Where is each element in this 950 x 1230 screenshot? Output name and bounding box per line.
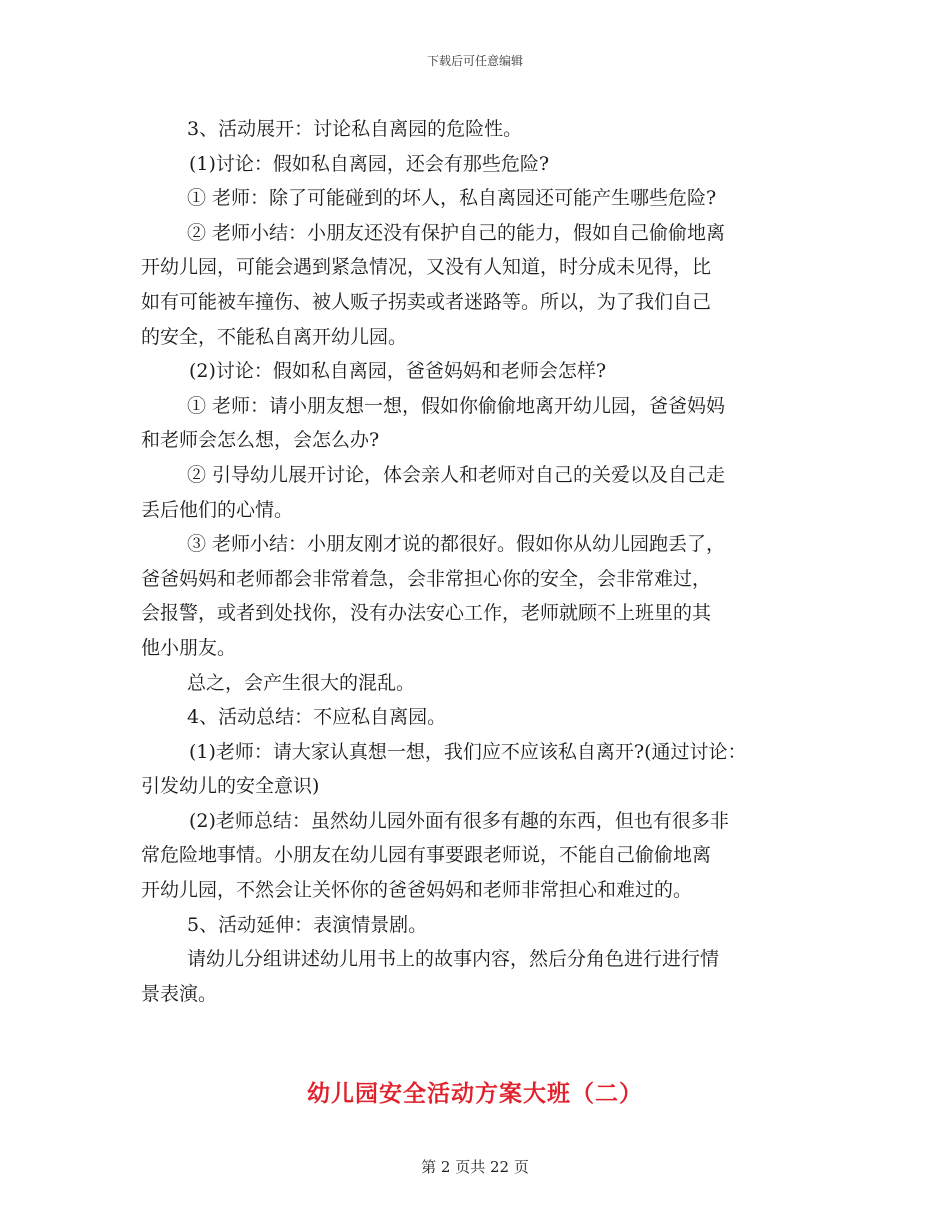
- section-title: 幼儿园安全活动方案大班（二）: [307, 1080, 643, 1107]
- paragraph-line: 的安全，不能私自离开幼儿园。: [141, 325, 408, 348]
- paragraph-line: ③ 老师小结：小朋友刚才说的都很好。假如你从幼儿园跑丢了，: [187, 533, 726, 556]
- paragraph-line: 开幼儿园，可能会遇到紧急情况，又没有人知道，时分成未见得，比: [141, 256, 712, 279]
- page-footer: 第 2 页共 22 页: [421, 1158, 529, 1176]
- section-heading-5: 5、活动延伸：表演情景剧。: [187, 913, 428, 936]
- page-header: 下载后可任意编辑: [426, 54, 523, 68]
- paragraph-line: 如有可能被车撞伤、被人贩子拐卖或者迷路等。所以，为了我们自己: [141, 290, 712, 313]
- paragraph-line: 总之，会产生很大的混乱。: [187, 671, 416, 694]
- paragraph-line: (1)老师：请大家认真想一想，我们应不应该私自离开?(通过讨论：: [189, 740, 747, 763]
- paragraph-line: 开幼儿园，不然会让关怀你的爸爸妈妈和老师非常担心和难过的。: [141, 879, 693, 902]
- paragraph-line: ② 引导幼儿展开讨论，体会亲人和老师对自己的关爱以及自己走: [187, 463, 726, 486]
- paragraph-line: 丢后他们的心情。: [141, 498, 294, 521]
- paragraph-line: 景表演。: [141, 982, 218, 1005]
- section-heading-4: 4、活动总结：不应私自离园。: [187, 706, 447, 729]
- paragraph-line: 引发幼儿的安全意识): [141, 775, 320, 798]
- section-heading-3: 3、活动展开：讨论私自离园的危险性。: [187, 118, 523, 140]
- paragraph-line: ① 老师：除了可能碰到的坏人，私自离园还可能产生哪些危险?: [187, 187, 717, 210]
- paragraph-line: 他小朋友。: [141, 636, 237, 659]
- paragraph-line: 和老师会怎么想，会怎么办?: [141, 429, 380, 452]
- paragraph-line: ② 老师小结：小朋友还没有保护自己的能力，假如自己偷偷地离: [187, 221, 726, 244]
- paragraph-line: (2)讨论：假如私自离园，爸爸妈妈和老师会怎样?: [189, 360, 607, 383]
- paragraph-line: (2)老师总结：虽然幼儿园外面有很多有趣的东西，但也有很多非: [189, 809, 729, 832]
- document-body: [141, 112, 811, 1011]
- paragraph-line: (1)讨论：假如私自离园，还会有那些危险?: [189, 152, 550, 175]
- paragraph-line: 爸爸妈妈和老师都会非常着急，会非常担心你的安全，会非常难过，: [141, 567, 712, 590]
- paragraph-line: 常危险地事情。小朋友在幼儿园有事要跟老师说，不能自己偷偷地离: [141, 844, 712, 867]
- paragraph-line: 请幼儿分组讲述幼儿用书上的故事内容，然后分角色进行进行情: [187, 948, 720, 971]
- paragraph-line: ① 老师：请小朋友想一想，假如你偷偷地离开幼儿园，爸爸妈妈: [187, 394, 726, 417]
- paragraph-line: 会报警，或者到处找你，没有办法安心工作，老师就顾不上班里的其: [141, 602, 712, 625]
